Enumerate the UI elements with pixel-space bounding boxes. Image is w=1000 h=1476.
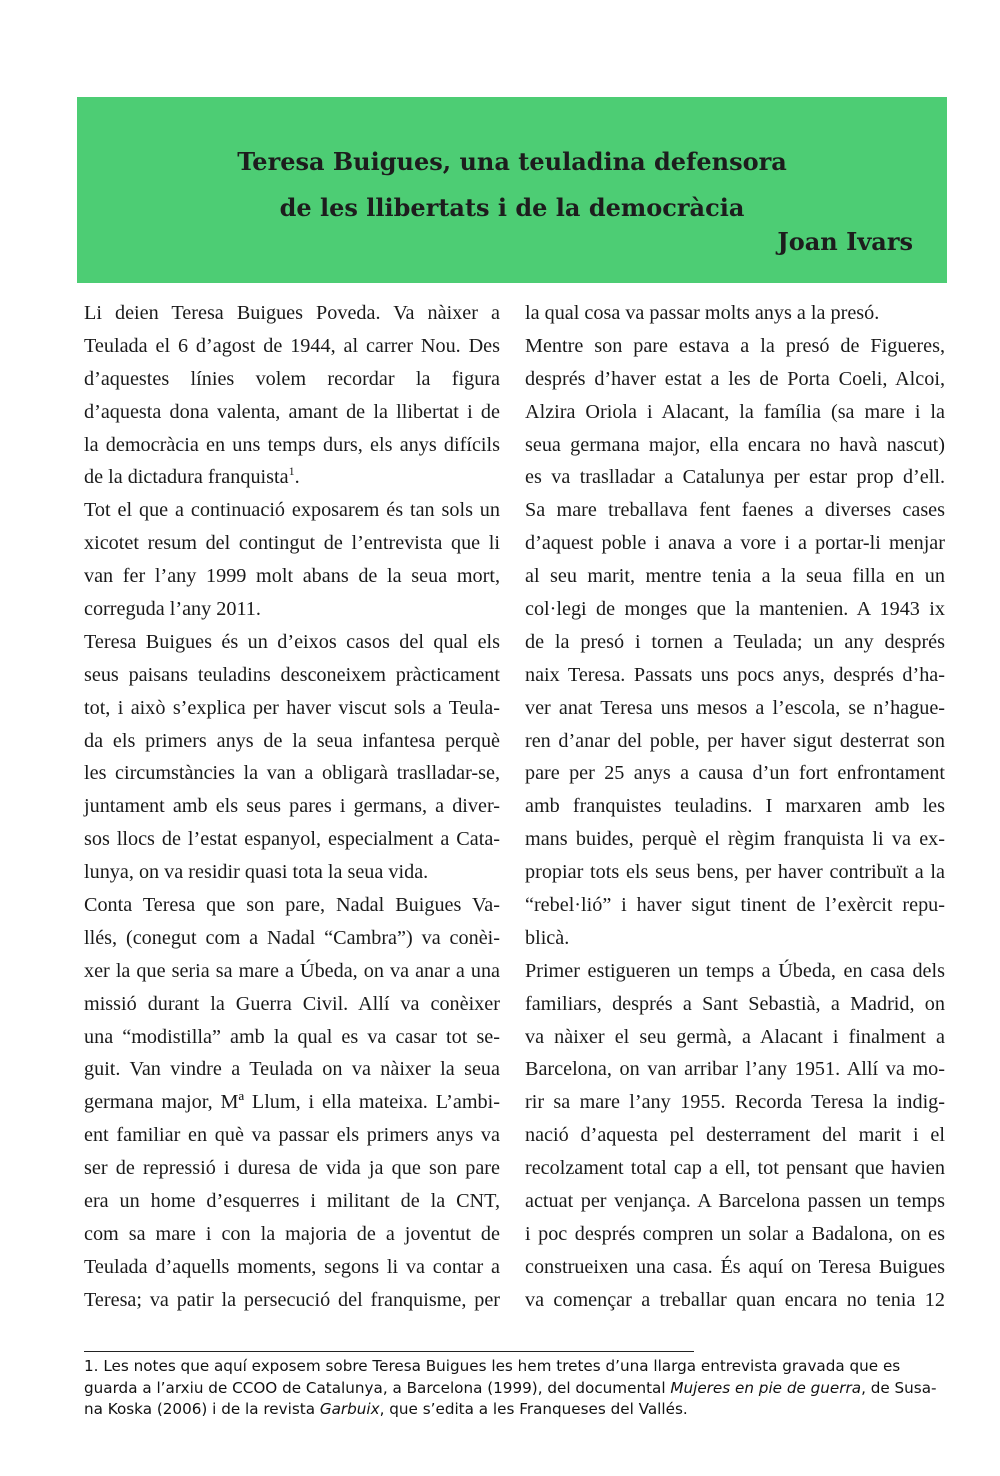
right-column-line: rir sa mare l’any 1955. Recorda Teresa la indig- (525, 1091, 945, 1114)
left-column-line: Teulada d’aquells moments, segons li va contar a (84, 1255, 500, 1278)
title-banner (77, 97, 947, 283)
left-column-line: sos llocs de l’estat espanyol, especialment a Cata- (84, 828, 500, 851)
left-column-line: Teresa Buigues és un d’eixos casos del qual els (84, 630, 500, 653)
footnote-line-3 (84, 1399, 944, 1421)
right-column-line: col·legi de monges que la mantenien. A 1943 ix (525, 598, 945, 621)
right-column-line: seua germana major, ella encara no havà nascut) (525, 433, 945, 456)
right-column-line: Sa mare treballava fent faenes a diverses cases (525, 499, 945, 522)
right-column-line: nació d’aquesta pel desterrament del marit i el (525, 1124, 945, 1147)
left-column-line: una “modistilla” amb la qual es va casar tot se- (84, 1025, 500, 1048)
footnote-text: , de Susa- (861, 1378, 937, 1397)
footnote-text: guarda a l’arxiu de CCOO de Catalunya, a Barcelona (1999), del documental (84, 1378, 671, 1397)
right-column-line: després d’haver estat a les de Porta Coeli, Alcoi, (525, 367, 945, 390)
left-column-line: guit. Van vindre a Teulada on va nàixer la seua (84, 1058, 500, 1081)
documentary-title: Mujeres en pie de guerra (670, 1378, 862, 1397)
article-title-line-2: de les llibertats i de la democràcia (279, 193, 745, 222)
left-column-line: correguda l’any 2011. (84, 598, 261, 621)
left-column-line: da els primers anys de la seua infantesa perquè (84, 729, 500, 752)
left-column-line: xer la que seria sa mare a Úbeda, on va anar a una (84, 959, 500, 982)
left-column-line: Tot el que a continuació exposarem és tan sols un (84, 499, 500, 522)
footnote-text: , que s’edita a les Franqueses del Vallés. (379, 1400, 688, 1418)
right-column-line: va nàixer el seu germà, a Alacant i finalment a (525, 1025, 945, 1048)
right-column-line: actuat per venjança. A Barcelona passen un temps (525, 1190, 945, 1213)
left-column-line: d’aquestes línies volem recordar la figura (84, 367, 500, 390)
left-column-line: era un home d’esquerres i militant de la CNT, (84, 1190, 500, 1213)
footnote-text: na Koska (2006) i de la revista (84, 1400, 320, 1418)
right-column-line: pare per 25 anys a causa d’un fort enfrontament (525, 762, 945, 785)
left-column-line: d’aquesta dona valenta, amant de la llibertat i de (84, 400, 500, 423)
right-column-line: ren d’anar del poble, per haver sigut desterrat son (525, 729, 945, 752)
right-column-line: ver anat Teresa uns mesos a l’escola, se n’hague- (525, 696, 945, 719)
right-column-line: al seu marit, mentre tenia a la seua filla en un (525, 565, 945, 588)
left-column-line: seus paisans teuladins desconeixem pràcticament (84, 663, 500, 686)
left-column-line: de la dictadura franquista$^1$. (84, 464, 300, 489)
right-column-line: Alzira Oriola i Alacant, la família (sa mare i la (525, 400, 945, 423)
right-column-line: recolzament total cap a ell, tot pensant que havien (525, 1157, 945, 1180)
text-column-right (525, 297, 945, 1317)
right-column-line: construeixen una casa. És aquí on Teresa Buigues (525, 1255, 945, 1278)
right-column-line: amb franquistes teuladins. I marxaren amb les (525, 795, 945, 818)
left-column-line: Teresa; va patir la persecució del franquisme, per (84, 1288, 500, 1311)
right-column-line: mans buides, perquè el règim franquista li va ex- (525, 828, 945, 851)
left-column-line: lunya, on va residir quasi tota la seua vida. (84, 861, 429, 884)
right-column-line: “rebel·lió” i haver sigut tinent de l’exèrcit repu- (525, 894, 945, 917)
left-column-line: la democràcia en uns temps durs, els anys difícils (84, 433, 500, 456)
right-column-line: naix Teresa. Passats uns pocs anys, després d’ha- (525, 663, 945, 686)
left-column-line: tot, i això s’explica per haver viscut sols a Teula- (84, 696, 500, 719)
text-column-left (84, 297, 500, 1317)
right-column-line: Mentre son pare estava a la presó de Figueres, (525, 334, 945, 357)
footnote (84, 1356, 944, 1421)
left-column-line: ser de repressió i duresa de vida ja que son pare (84, 1157, 500, 1180)
left-column-line: Teulada el 6 d’agost de 1944, al carrer Nou. Des (84, 334, 500, 357)
left-column-line: missió durant la Guerra Civil. Allí va conèixer (84, 992, 500, 1015)
right-column-line: familiars, després a Sant Sebastià, a Madrid, on (525, 992, 945, 1015)
footnote-divider (84, 1351, 694, 1352)
article-author: Joan Ivars (777, 227, 913, 256)
right-column-line: Primer estigueren un temps a Úbeda, en casa dels (525, 959, 945, 982)
left-column-line: xicotet resum del contingut de l’entrevista que li (84, 532, 500, 555)
magazine-title: Garbuix (319, 1400, 380, 1418)
left-column-line: germana major, Mª Llum, i ella mateixa. L’ambi- (84, 1091, 500, 1114)
right-column-line: de la presó i tornen a Teulada; un any després (525, 630, 945, 653)
left-column-line: com sa mare i con la majoria de a joventut de (84, 1222, 500, 1245)
article-title-line-1: Teresa Buigues, una teuladina defensora (237, 147, 787, 176)
right-column-line: blicà. (525, 926, 570, 949)
left-column-line: juntament amb els seus pares i germans, a diver- (84, 795, 500, 818)
right-column-line: i poc després compren un solar a Badalona, on es (525, 1222, 945, 1245)
left-column-line: van fer l’any 1999 molt abans de la seua mort, (84, 565, 500, 588)
right-column-line: es va traslladar a Catalunya per estar prop d’ell. (525, 466, 945, 489)
left-column-line: ent familiar en què va passar els primers anys va (84, 1124, 500, 1147)
right-column-line: propiar tots els seus bens, per haver contribuït a la (525, 861, 945, 884)
right-column-line: va començar a treballar quan encara no tenia 12 (525, 1288, 945, 1311)
right-column-line: Barcelona, on van arribar l’any 1951. Allí va mo- (525, 1058, 945, 1081)
right-column-line: d’aquest poble i anava a vore i a portar-li menjar (525, 532, 945, 555)
footnote-line-2 (84, 1378, 944, 1400)
left-column-line: Li deien Teresa Buigues Poveda. Va nàixer a (84, 302, 500, 324)
left-column-line: llés, (conegut com a Nadal “Cambra”) va conèi- (84, 926, 500, 949)
left-column-line: les circumstàncies la van a obligarà traslladar-se, (84, 762, 500, 785)
footnote-reference: 1 (288, 464, 295, 479)
right-column-line: la qual cosa va passar molts anys a la presó. (525, 302, 880, 324)
footnote-line-1: 1. Les notes que aquí exposem sobre Teresa Buigues les hem tretes d’una llarga entrevista gravada que es (84, 1357, 901, 1375)
left-column-line: Conta Teresa que son pare, Nadal Buigues Va- (84, 894, 500, 917)
